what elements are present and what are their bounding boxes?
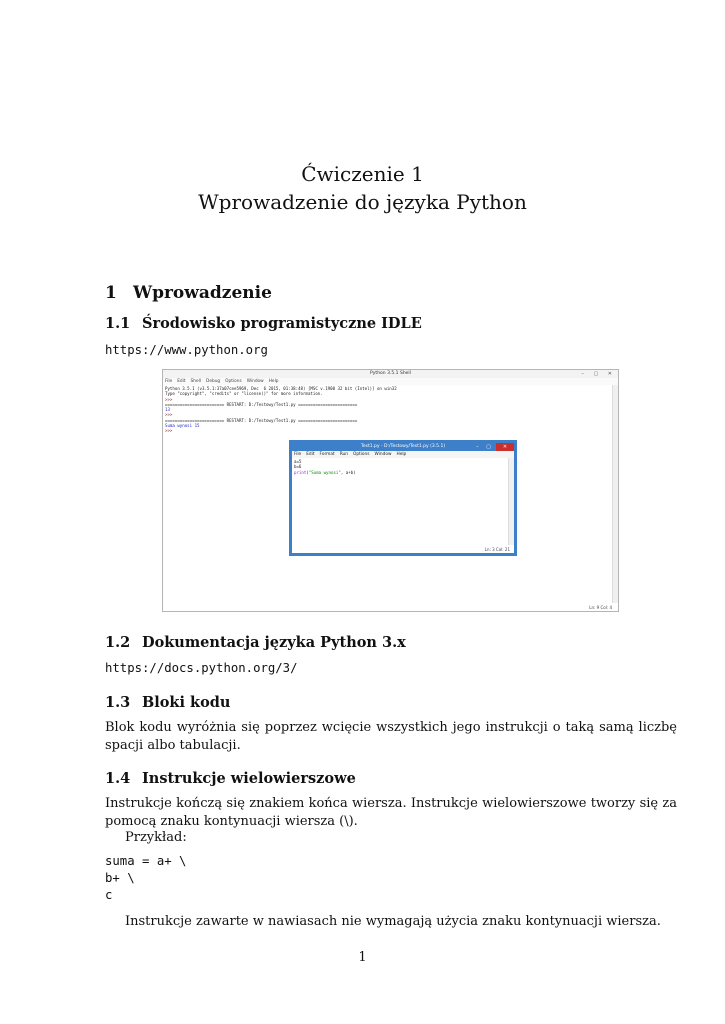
subsection-heading: [105, 694, 230, 711]
subsection-title: Dokumentacja języka Python 3.x: [142, 634, 406, 651]
idle-editor-window: [289, 440, 517, 556]
code-string: "Suma wynosi": [308, 469, 341, 475]
editor-status-bar: Ln: 3 Col: 21: [484, 547, 510, 552]
shell-scrollbar[interactable]: [612, 385, 618, 603]
subsection-heading: [105, 634, 406, 651]
shell-menu-help[interactable]: Help: [268, 379, 279, 384]
shell-line: Type "copyright", "credits" or "license()" for more information.: [165, 391, 323, 397]
code-line: c: [105, 888, 113, 902]
shell-menu-shell[interactable]: Shell: [190, 379, 202, 384]
shell-window-title: Python 3.5.1 Shell: [370, 371, 411, 376]
shell-prompt: >>>: [165, 428, 173, 434]
editor-menu-edit[interactable]: Edit: [306, 452, 315, 457]
editor-menu-run[interactable]: Run: [339, 452, 348, 457]
close-icon[interactable]: ✕: [496, 443, 514, 451]
code-line: b=6: [294, 464, 302, 470]
editor-scrollbar[interactable]: [508, 458, 514, 545]
docs-url-link[interactable]: https://docs.python.org/3/: [105, 661, 298, 675]
code-paren: (: [306, 469, 309, 475]
subsection-number: 1.4: [105, 770, 131, 787]
code-line: a=5: [294, 459, 302, 464]
page-number: 1: [358, 950, 367, 965]
editor-menu-file[interactable]: File: [294, 452, 302, 457]
document-title-line1: Ćwiczenie 1: [301, 162, 424, 186]
shell-title-bar: [163, 370, 618, 378]
section-number: 1: [105, 283, 117, 303]
shell-menu-debug[interactable]: Debug: [206, 379, 221, 384]
editor-window-title: Test1.py - D:/Testowy/Test1.py (3.5.1): [360, 444, 446, 449]
code-line: suma = a+ \: [105, 854, 187, 868]
subsection-number: 1.3: [105, 694, 131, 711]
subsection-title: Instrukcje wielowierszowe: [142, 770, 356, 787]
subsection-heading: [105, 315, 422, 332]
document-title-line2: Wprowadzenie do języka Python: [198, 190, 527, 214]
shell-line: ======================== RESTART: D:/Testowy/Test1.py ========================: [165, 417, 358, 423]
code-rest: , a+b): [340, 469, 356, 475]
paragraph: Blok kodu wyróżnia się poprzez wcięcie wszystkich jego instrukcji o taką samą liczbę spacji albo tabulacji.: [105, 720, 677, 753]
editor-code-area[interactable]: [292, 458, 514, 476]
editor-menu-options[interactable]: Options: [352, 452, 370, 457]
subsection-title: Bloki kodu: [142, 694, 231, 711]
editor-window-controls-icon: – ▢: [476, 444, 494, 450]
subsection-number: 1.1: [105, 315, 131, 332]
shell-output: [163, 385, 618, 435]
editor-menu-format[interactable]: Format: [319, 452, 335, 457]
window-controls-icon: – ▢ ✕: [581, 371, 616, 377]
shell-output-line: Suma wynosi 15: [165, 423, 200, 429]
python-url-link[interactable]: https://www.python.org: [105, 343, 268, 357]
paragraph: Instrukcje zawarte w nawiasach nie wymagają użycia znaku kontynuacji wiersza.: [125, 914, 661, 929]
shell-line: >>>: [165, 412, 173, 418]
code-line: b+ \: [105, 871, 135, 885]
shell-line: Python 3.5.1 (v3.5.1:37a07cee5969, Dec 6 2015, 01:38:48) [MSC v.1900 32 bit (Intel)] on win32: [165, 386, 397, 391]
shell-menu-bar: [163, 378, 618, 385]
editor-menu-window[interactable]: Window: [374, 452, 392, 457]
code-keyword: print: [294, 469, 307, 475]
section-heading: [105, 283, 272, 303]
shell-menu-edit[interactable]: Edit: [177, 379, 186, 384]
example-label: Przykład:: [125, 830, 187, 845]
subsection-number: 1.2: [105, 634, 131, 651]
shell-menu-file[interactable]: File: [165, 379, 173, 384]
shell-line: ======================== RESTART: D:/Testowy/Test1.py ========================: [165, 401, 358, 407]
shell-menu-window[interactable]: Window: [246, 379, 264, 384]
editor-menu-help[interactable]: Help: [396, 452, 407, 457]
paragraph: Instrukcje kończą się znakiem końca wiersza. Instrukcje wielowierszowe tworzy się za pomocą znaku kontynuacji wiersza (\).: [105, 796, 677, 829]
shell-line: >>>: [165, 396, 173, 402]
editor-title-bar: [292, 443, 514, 451]
shell-menu-options[interactable]: Options: [225, 379, 242, 384]
code-example: [105, 853, 186, 904]
shell-status-bar: Ln: 9 Col: 4: [589, 605, 612, 610]
code-line: [294, 470, 512, 475]
shell-line: 13: [165, 407, 170, 413]
subsection-title: Środowisko programistyczne IDLE: [142, 315, 422, 332]
editor-menu-bar: [292, 451, 514, 458]
section-title: Wprowadzenie: [133, 283, 272, 303]
subsection-heading: [105, 770, 356, 787]
